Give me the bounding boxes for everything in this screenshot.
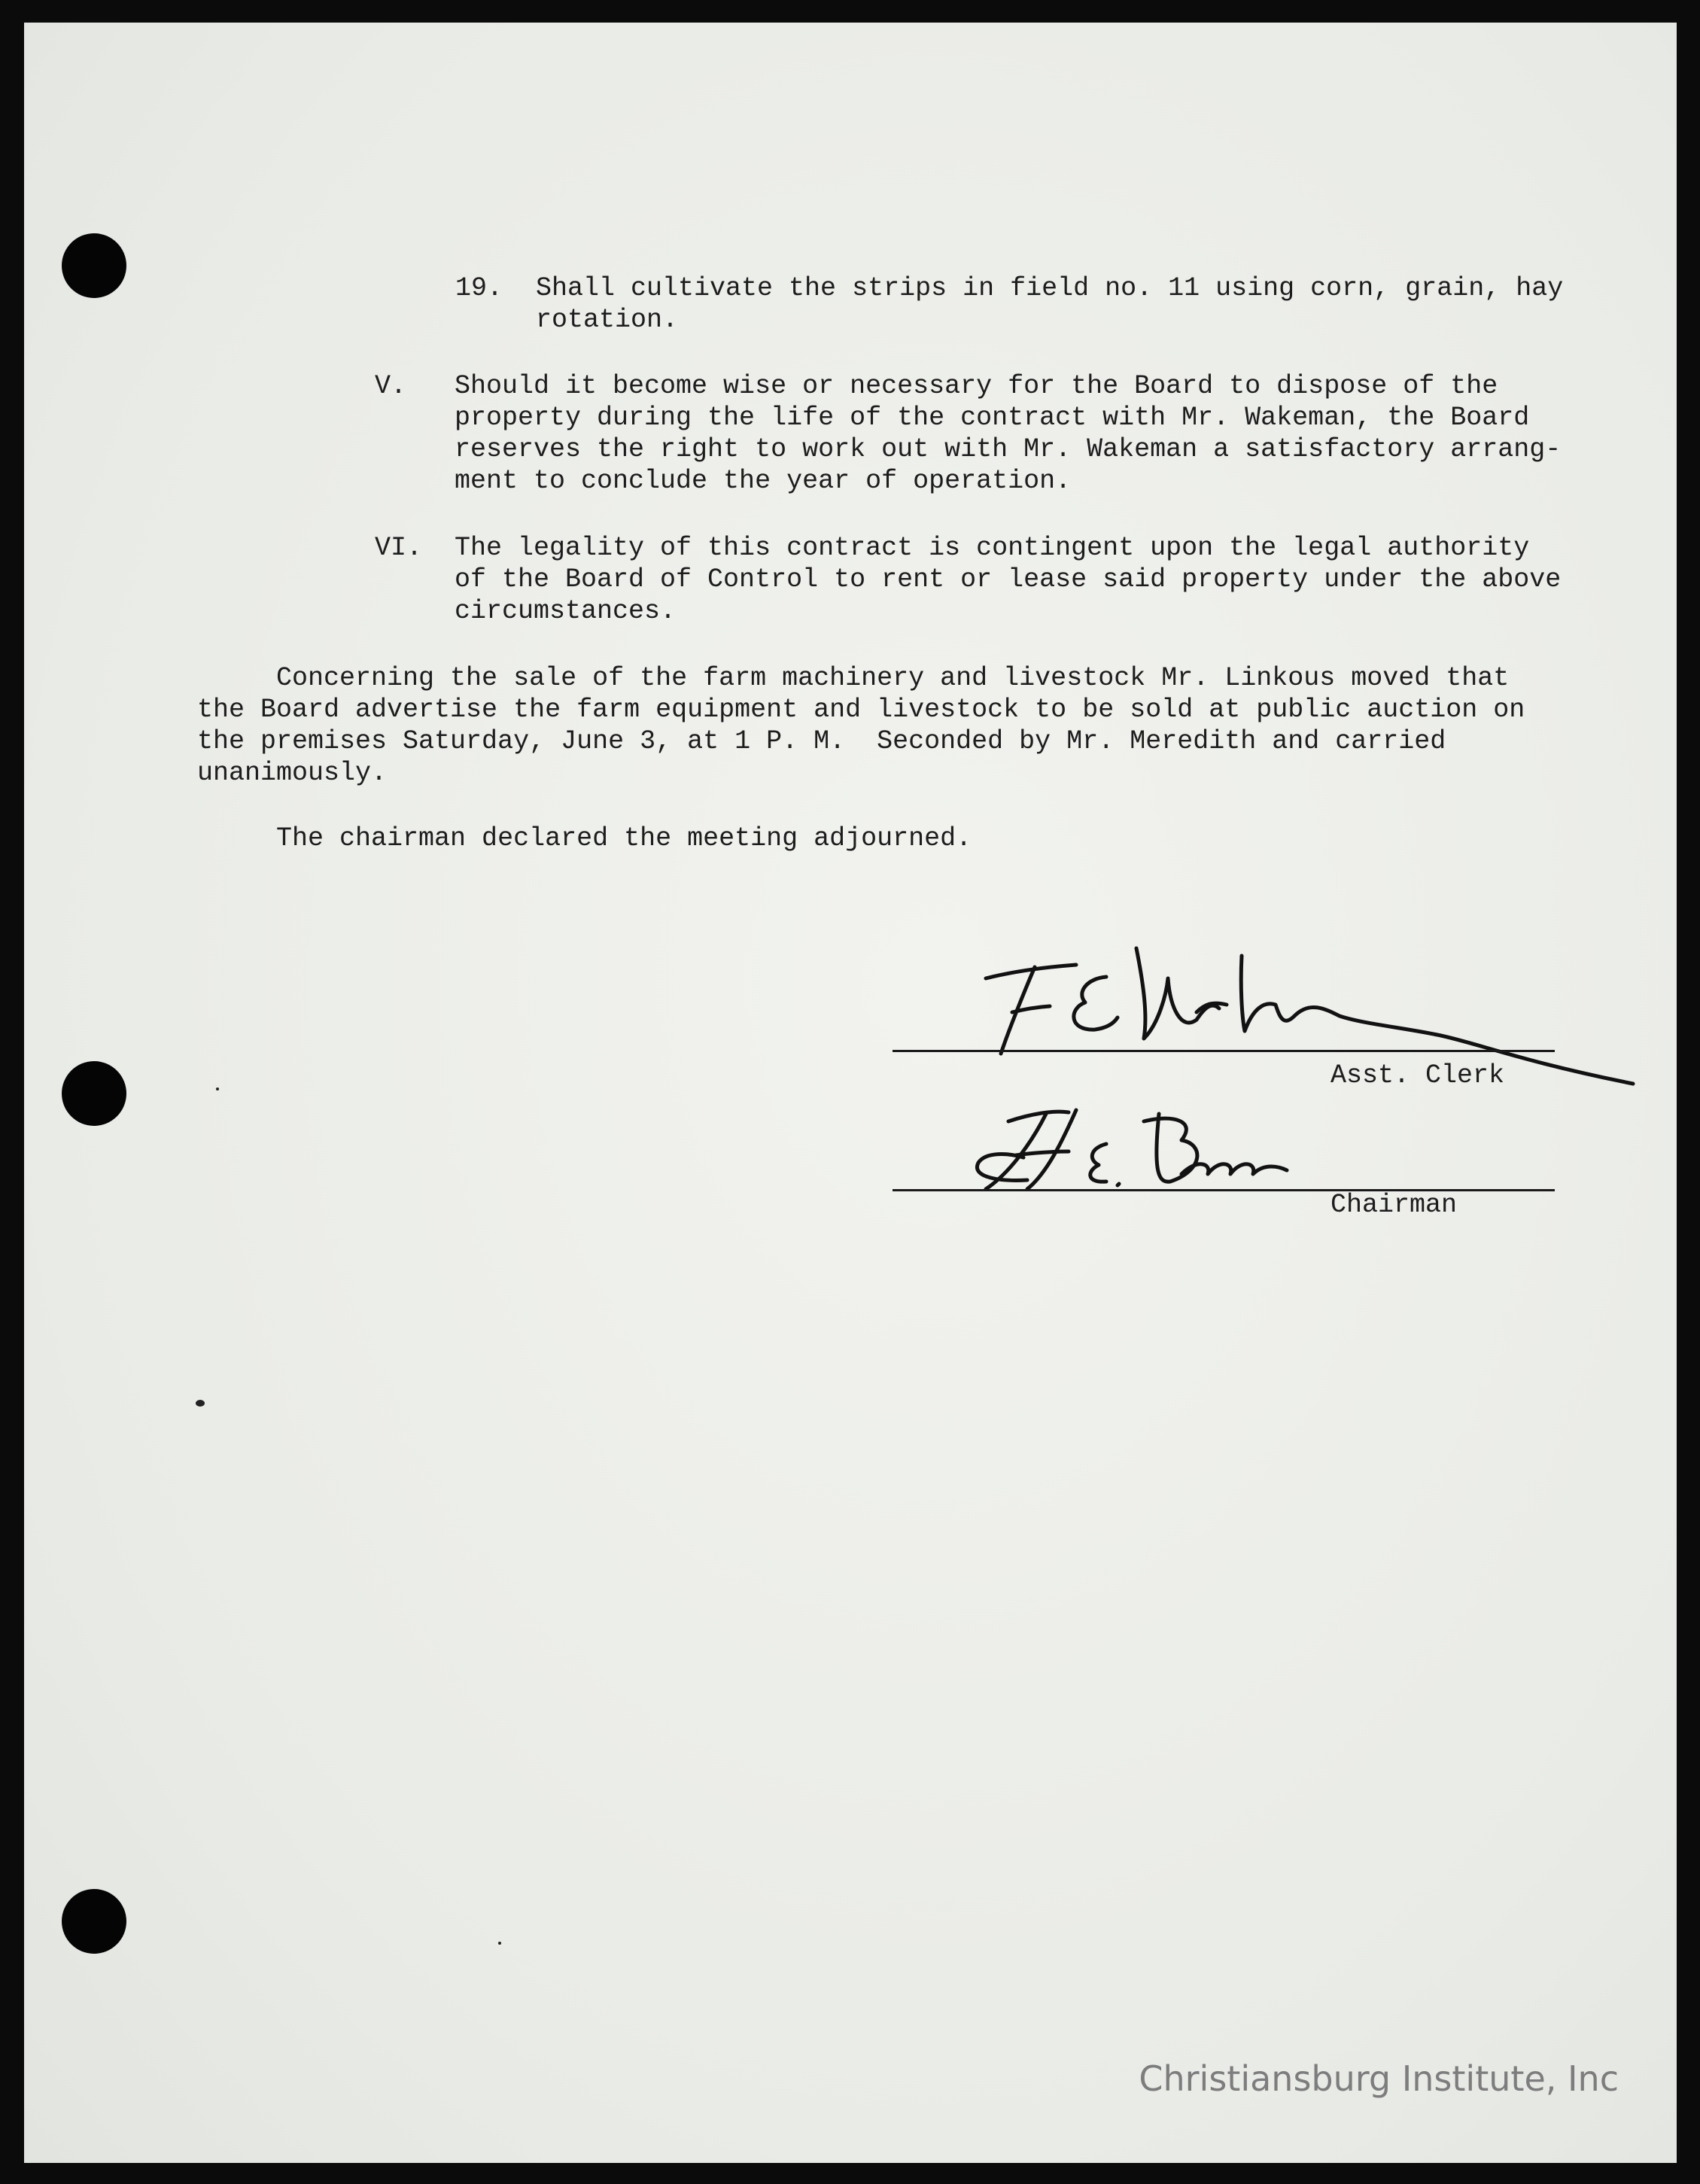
adjourned-sentence: The chairman declared the meeting adjourned. [197, 823, 972, 853]
item-vi-line-2: of the Board of Control to rent or lease said property under the above [455, 564, 1562, 595]
item-v-number: V. [375, 371, 407, 401]
auction-paragraph-line-3: the premises Saturday, June 3, at 1 P. M. Seconded by Mr. Meredith and carried [197, 726, 1446, 756]
paper-speck [216, 1087, 219, 1090]
punch-hole-top [62, 233, 126, 298]
item-19-number: 19. [455, 273, 503, 303]
document-page [24, 23, 1677, 2163]
clerk-signature-line [893, 1050, 1555, 1052]
auction-paragraph-line-4: unanimously. [197, 758, 388, 788]
auction-paragraph-line-1: Concerning the sale of the farm machinery and livestock Mr. Linkous moved that [197, 663, 1510, 693]
item-v-line-3: reserves the right to work out with Mr. Wakeman a satisfactory arrang- [455, 434, 1562, 464]
item-vi-line-1: The legality of this contract is contingent upon the legal authority [455, 533, 1530, 563]
chairman-title: Chairman [1331, 1190, 1458, 1220]
paper-speck [498, 1942, 501, 1945]
item-19-line-1: Shall cultivate the strips in field no. 11 using corn, grain, hay [536, 273, 1564, 303]
item-v-line-2: property during the life of the contract with Mr. Wakeman, the Board [455, 403, 1530, 433]
punch-hole-bottom [62, 1889, 126, 1954]
item-v-line-4: ment to conclude the year of operation. [455, 466, 1072, 496]
item-v-line-1: Should it become wise or necessary for the Board to dispose of the [455, 371, 1498, 401]
item-19-line-2: rotation. [536, 305, 679, 335]
auction-paragraph-line-2: the Board advertise the farm equipment and livestock to be sold at public auction on [197, 695, 1525, 725]
item-vi-line-3: circumstances. [455, 596, 677, 626]
archive-watermark: Christiansburg Institute, Inc [1139, 2058, 1619, 2099]
clerk-title: Asst. Clerk [1331, 1060, 1505, 1090]
item-vi-number: VI. [375, 533, 423, 563]
paper-speck [196, 1400, 205, 1407]
punch-hole-middle [62, 1061, 126, 1126]
chairman-signature [956, 1099, 1407, 1197]
